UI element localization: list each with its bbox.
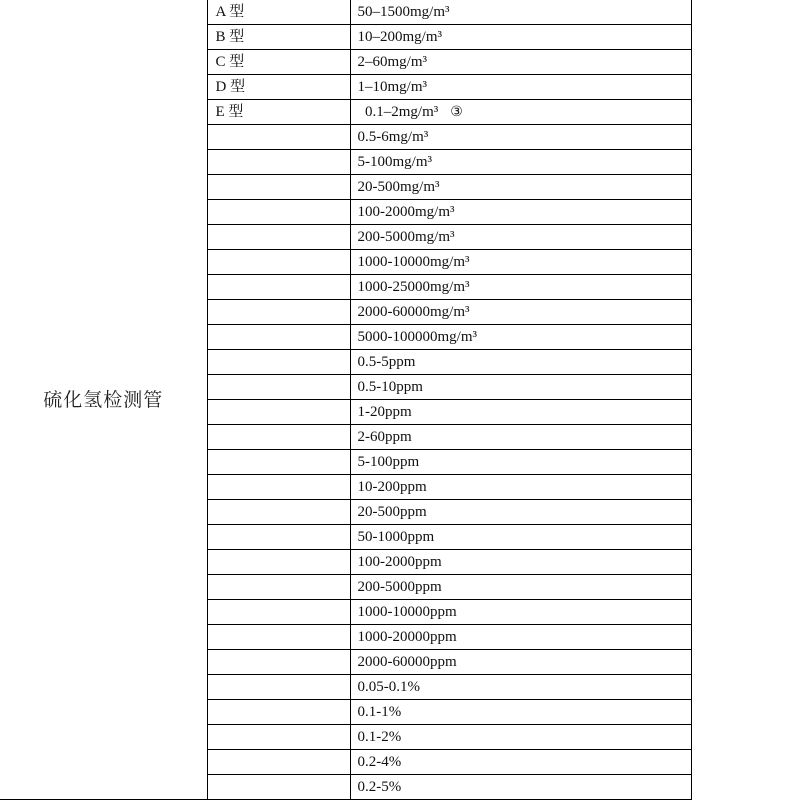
model-type-cell <box>207 375 350 400</box>
model-type-cell <box>207 575 350 600</box>
measuring-range-cell <box>350 775 691 800</box>
measuring-range-text: 0.2-4% <box>357 754 402 770</box>
measuring-range-text: 20-500ppm <box>357 504 427 520</box>
measuring-range-cell <box>350 650 691 675</box>
measuring-range-cell <box>350 400 691 425</box>
measuring-range-text: 100-2000mg/m³ <box>357 204 455 220</box>
model-type-cell <box>207 325 350 350</box>
measuring-range-cell <box>350 425 691 450</box>
footnote-marker: ③ <box>450 104 463 120</box>
measuring-range-text: 0.5-6mg/m³ <box>357 129 429 145</box>
product-name-cell: 硫化氢检测管 <box>0 0 207 800</box>
measuring-range-text: 100-2000ppm <box>357 554 442 570</box>
measuring-range-text: 1-20ppm <box>357 404 412 420</box>
measuring-range-text: 50-1000ppm <box>357 529 435 545</box>
model-type-cell: A 型 <box>207 0 350 25</box>
model-type-cell <box>207 250 350 275</box>
measuring-range-cell <box>350 475 691 500</box>
measuring-range-cell <box>350 725 691 750</box>
measuring-range-text: 0.5-5ppm <box>357 354 416 370</box>
measuring-range-cell <box>350 375 691 400</box>
measuring-range-cell <box>350 25 691 50</box>
measuring-range-text: 1000-10000ppm <box>357 604 457 620</box>
measuring-range-cell <box>350 0 691 25</box>
model-type-cell <box>207 425 350 450</box>
model-type-cell: B 型 <box>207 25 350 50</box>
measuring-range-text: 1000-25000mg/m³ <box>357 279 470 295</box>
measuring-range-cell <box>350 700 691 725</box>
measuring-range-text: 20-500mg/m³ <box>357 179 440 195</box>
measuring-range-cell <box>350 450 691 475</box>
model-type-cell: D 型 <box>207 75 350 100</box>
model-type-cell <box>207 225 350 250</box>
model-type-cell: C 型 <box>207 50 350 75</box>
model-type-cell <box>207 750 350 775</box>
measuring-range-cell <box>350 575 691 600</box>
measuring-range-cell <box>350 150 691 175</box>
measuring-range-cell <box>350 200 691 225</box>
model-type-cell <box>207 400 350 425</box>
measuring-range-cell <box>350 625 691 650</box>
measuring-range-text: 5000-100000mg/m³ <box>357 329 477 345</box>
measuring-range-cell <box>350 500 691 525</box>
model-type-cell <box>207 275 350 300</box>
model-type-cell <box>207 125 350 150</box>
measuring-range-text: 50–1500mg/m³ <box>357 4 450 20</box>
measuring-range-text: 5-100mg/m³ <box>357 154 432 170</box>
measuring-range-text: 1000-20000ppm <box>357 629 457 645</box>
measuring-range-cell <box>350 550 691 575</box>
measuring-range-text: 10-200ppm <box>357 479 427 495</box>
model-type-cell <box>207 700 350 725</box>
measuring-range-text: 0.05-0.1% <box>357 679 420 695</box>
measuring-range-cell <box>350 225 691 250</box>
measuring-range-text: 5-100ppm <box>357 454 420 470</box>
measuring-range-cell <box>350 600 691 625</box>
model-type-cell <box>207 650 350 675</box>
table-row <box>0 0 691 25</box>
measuring-range-cell <box>350 250 691 275</box>
measuring-range-text: 1000-10000mg/m³ <box>357 254 470 270</box>
model-type-cell <box>207 550 350 575</box>
measuring-range-text: 0.1-2% <box>357 729 402 745</box>
model-type-cell <box>207 525 350 550</box>
measuring-range-cell <box>350 175 691 200</box>
model-type-cell <box>207 350 350 375</box>
model-type-cell <box>207 475 350 500</box>
model-type-cell <box>207 450 350 475</box>
model-type-cell: E 型 <box>207 100 350 125</box>
model-type-cell <box>207 150 350 175</box>
measuring-range-text: 10–200mg/m³ <box>357 29 442 45</box>
measuring-range-text: 0.1–2mg/m³ <box>357 104 439 120</box>
model-type-cell <box>207 300 350 325</box>
model-type-cell <box>207 625 350 650</box>
measuring-range-cell <box>350 275 691 300</box>
model-type-cell <box>207 500 350 525</box>
measuring-range-cell <box>350 75 691 100</box>
measuring-range-text: 200-5000mg/m³ <box>357 229 455 245</box>
measuring-range-text: 0.1-1% <box>357 704 402 720</box>
measuring-range-text: 0.5-10ppm <box>357 379 423 395</box>
measuring-range-text: 2000-60000ppm <box>357 654 457 670</box>
model-type-cell <box>207 675 350 700</box>
measuring-range-cell <box>350 675 691 700</box>
measuring-range-text: 0.2-5% <box>357 779 402 795</box>
measuring-range-cell <box>350 750 691 775</box>
measuring-range-cell <box>350 300 691 325</box>
model-type-cell <box>207 175 350 200</box>
measuring-range-cell <box>350 100 691 125</box>
model-type-cell <box>207 600 350 625</box>
measuring-range-text: 2–60mg/m³ <box>357 54 427 70</box>
measuring-range-text: 2-60ppm <box>357 429 412 445</box>
measuring-range-cell <box>350 525 691 550</box>
model-type-cell <box>207 775 350 800</box>
measuring-range-text: 200-5000ppm <box>357 579 442 595</box>
measuring-range-cell <box>350 125 691 150</box>
measuring-range-cell <box>350 350 691 375</box>
model-type-cell <box>207 200 350 225</box>
measuring-range-text: 2000-60000mg/m³ <box>357 304 470 320</box>
measuring-range-text: 1–10mg/m³ <box>357 79 427 95</box>
model-type-cell <box>207 725 350 750</box>
measuring-range-cell <box>350 325 691 350</box>
measuring-range-cell <box>350 50 691 75</box>
